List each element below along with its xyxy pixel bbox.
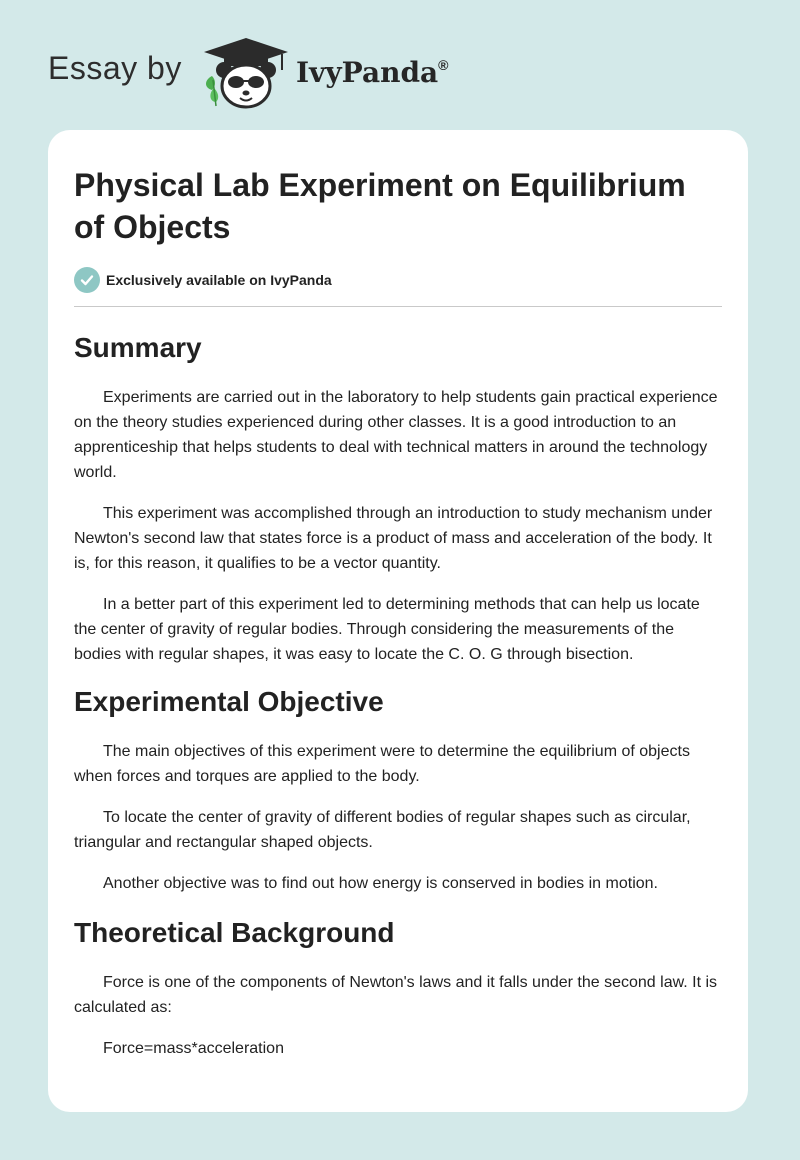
paragraph: Another objective was to find out how energy is conserved in bodies in motion. [103, 875, 658, 892]
paragraph: In a better part of this experiment led to determining methods that can help us locate the center of gravity of regular bodies. Through considering the measurements of the bodies with regular shapes, it was easy to locate the C. O. G through bisection. [74, 596, 700, 663]
essay-by-label: Essay by [48, 50, 182, 86]
exclusive-label: Exclusively available on IvyPanda [106, 272, 332, 288]
section-heading-summary: Summary [74, 332, 202, 363]
paragraph: To locate the center of gravity of different bodies of regular shapes such as circular, triangular and rectangular shaped objects. [74, 809, 691, 851]
divider [74, 306, 722, 307]
section-heading-objective: Experimental Objective [74, 686, 384, 717]
section-heading-theory: Theoretical Background [74, 917, 395, 948]
paragraph: This experiment was accomplished through an introduction to study mechanism under Newton's second law that states force is a product of mass and acceleration of the body. It is, for this reason, it qualifies to be a vector quantity. [74, 505, 713, 572]
registered-mark: ® [438, 56, 449, 73]
check-icon [74, 267, 100, 293]
exclusive-badge [74, 266, 722, 294]
brand-name[interactable] [296, 56, 449, 89]
paragraph: The main objectives of this experiment were to determine the equilibrium of objects when forces and torques are applied to the body. [74, 743, 690, 785]
article-card [48, 130, 748, 1112]
paragraph: Force is one of the components of Newton's laws and it falls under the second law. It is calculated as: [74, 974, 718, 1016]
paragraph: Experiments are carried out in the laboratory to help students gain practical experience on the theory studies experienced during other classes. It is a good introduction to an apprenticeship that helps students to deal with technical matters in around the technology world. [74, 389, 718, 481]
panda-logo-icon[interactable] [200, 36, 292, 110]
paragraph: Force=mass*acceleration [103, 1040, 284, 1057]
brand-text: IvyPanda [296, 56, 439, 89]
site-header [0, 0, 800, 130]
article-title: Physical Lab Experiment on Equilibrium of Objects [74, 167, 686, 245]
